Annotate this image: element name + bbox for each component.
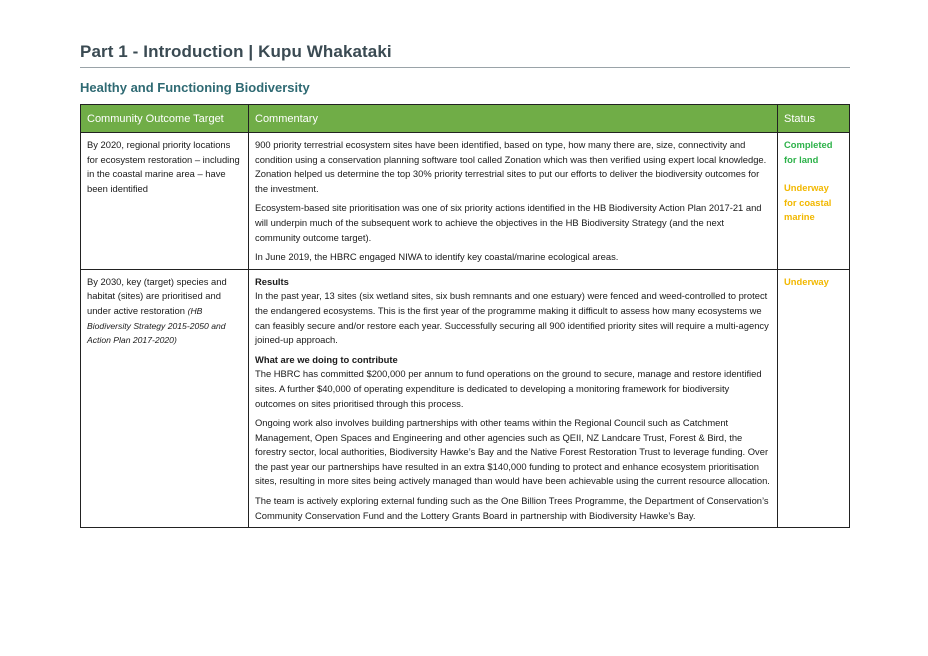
results-paragraph: In the past year, 13 sites (six wetland sites, six bush remnants and one estuary) were fenced and weed-controlled to protect the endangered ecosystems. This is the first year of the programme making it difficult to assess how many ecosystems we can feasibly secure and/or restore each year. Successfully securing all 900 identified priority sites will require a multi-agency joined-up approach. [255,290,769,346]
header-commentary: Commentary [249,105,778,133]
outcomes-table [80,104,850,528]
status-cell [778,133,850,270]
contribute-paragraph: Ongoing work also involves building partnerships with other teams within the Regional Council such as Catchment Management, Open Spaces and Engineering and other agencies such as QEII, NZ Landcare Trust, Forest & Bird, the forestry sector, local authorities, Biodiversity Hawke’s Bay and the Native Forest Restoration Trust to leverage funding. Over the past year our partnerships have resulted in an extra $140,000 funding to protect and enhance ecosystem prioritisation sites, resulting in more sites being actively managed than would have been achievable using the current resource allocation. [255,417,770,487]
commentary-paragraph: Ecosystem-based site prioritisation was one of six priority actions identified in the HB Biodiversity Action Plan 2017-21 and will underpin much of the subsequent work to achieve the objectives in the HB Biodiversity Strategy (and the next community outcome target). [255,202,762,243]
page-title: Part 1 - Introduction | Kupu Whakataki [80,42,392,61]
commentary-cell [249,269,778,528]
target-text: By 2030, key (target) species and habitat (sites) are prioritised and under active restoration [87,275,227,316]
status-spacer [784,167,843,181]
table-row [81,133,850,270]
table-row [81,269,850,528]
contribute-heading: What are we doing to contribute [255,353,398,365]
table-header-row [81,105,850,133]
target-text: By 2020, regional priority locations for ecosystem restoration – including in the coastal marine area – have been identified [87,139,240,194]
section-title: Healthy and Functioning Biodiversity [80,80,310,95]
status-badge-underway: Underway for coastal marine [784,182,832,223]
contribute-paragraph: The team is actively exploring external funding such as the One Billion Trees Programme, the Department of Conservation’s Community Conservation Fund and the Lottery Grants Board in partnership with Biodiversity Hawke’s Bay. [255,495,769,521]
target-citation: (HB Biodiversity Strategy 2015-2050 and Action Plan 2017-2020) [87,305,226,346]
results-heading: Results [255,275,289,287]
header-community-outcome-target: Community Outcome Target [81,105,249,133]
commentary-cell [249,133,778,270]
status-cell [778,269,850,528]
commentary-paragraph: 900 priority terrestrial ecosystem sites have been identified, based on type, how many there are, size, connectivity and condition using a conservation planning software tool called Zonation which was then verified using expert local knowledge. Zonation helped us determine the top 30% priority terrestrial sites to put our efforts to deliver the biodiversity outcomes for the investment. [255,139,767,194]
header-status: Status [778,105,850,133]
status-badge-underway: Underway [784,275,829,287]
status-badge-completed: Completed for land [784,139,833,165]
contribute-paragraph: The HBRC has committed $200,000 per annum to fund operations on the ground to secure, manage and restore identified sites. A further $40,000 of operating expenditure is dedicated to developing a monitoring framework for biodiversity outcomes on sites prioritised through this process. [255,368,762,409]
commentary-paragraph: In June 2019, the HBRC engaged NIWA to identify key coastal/marine ecological areas. [255,251,619,263]
title-divider [80,67,850,68]
target-cell [81,133,249,270]
target-cell [81,269,249,528]
